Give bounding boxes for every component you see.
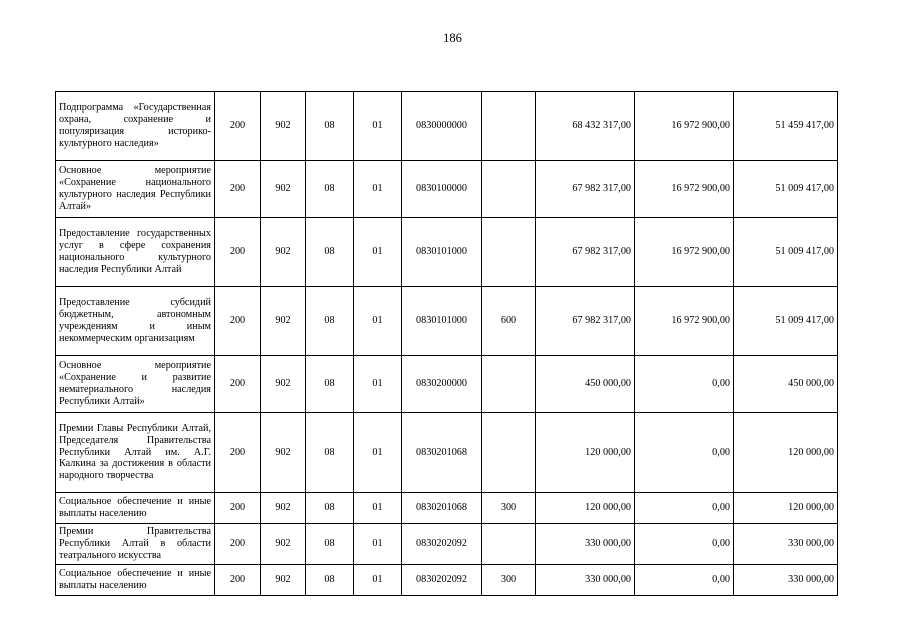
expense-type-code — [482, 413, 536, 493]
target-article-code: 0830202092 — [402, 524, 482, 565]
subsection-code: 01 — [354, 218, 402, 287]
target-article-code: 0830201068 — [402, 493, 482, 524]
total-amount: 67 982 317,00 — [536, 287, 635, 356]
amount-3: 330 000,00 — [734, 524, 838, 565]
total-amount: 330 000,00 — [536, 524, 635, 565]
total-amount: 120 000,00 — [536, 493, 635, 524]
grbs-code: 200 — [215, 92, 261, 161]
amount-3: 51 459 417,00 — [734, 92, 838, 161]
target-article-code: 0830101000 — [402, 218, 482, 287]
subsection-code: 01 — [354, 161, 402, 218]
section-code: 08 — [306, 218, 354, 287]
row-name: Социальное обеспечение и иные выплаты населению — [56, 565, 215, 596]
table-row — [56, 356, 838, 413]
total-amount: 68 432 317,00 — [536, 92, 635, 161]
amount-3: 51 009 417,00 — [734, 218, 838, 287]
row-name: Основное мероприятие «Сохранение национального культурного наследия Республики Алтай» — [56, 161, 215, 218]
ved-code: 902 — [261, 356, 306, 413]
amount-2: 0,00 — [635, 493, 734, 524]
grbs-code: 200 — [215, 356, 261, 413]
amount-2: 0,00 — [635, 356, 734, 413]
amount-3: 51 009 417,00 — [734, 161, 838, 218]
table-row — [56, 413, 838, 493]
target-article-code: 0830100000 — [402, 161, 482, 218]
amount-3: 330 000,00 — [734, 565, 838, 596]
table-row — [56, 92, 838, 161]
expense-type-code — [482, 218, 536, 287]
row-name: Социальное обеспечение и иные выплаты населению — [56, 493, 215, 524]
row-name: Премии Правительства Республики Алтай в области театрального искусства — [56, 524, 215, 565]
total-amount: 330 000,00 — [536, 565, 635, 596]
table-row — [56, 287, 838, 356]
subsection-code: 01 — [354, 493, 402, 524]
grbs-code: 200 — [215, 493, 261, 524]
expense-type-code — [482, 524, 536, 565]
total-amount: 120 000,00 — [536, 413, 635, 493]
total-amount: 67 982 317,00 — [536, 161, 635, 218]
subsection-code: 01 — [354, 287, 402, 356]
amount-2: 0,00 — [635, 413, 734, 493]
expense-type-code — [482, 161, 536, 218]
section-code: 08 — [306, 287, 354, 356]
table-row — [56, 218, 838, 287]
amount-3: 450 000,00 — [734, 356, 838, 413]
table-row — [56, 493, 838, 524]
grbs-code: 200 — [215, 218, 261, 287]
section-code: 08 — [306, 524, 354, 565]
amount-2: 16 972 900,00 — [635, 287, 734, 356]
ved-code: 902 — [261, 524, 306, 565]
expense-type-code — [482, 356, 536, 413]
section-code: 08 — [306, 161, 354, 218]
section-code: 08 — [306, 356, 354, 413]
target-article-code: 0830200000 — [402, 356, 482, 413]
row-name: Основное мероприятие «Сохранение и развитие нематериального наследия Республики Алтай» — [56, 356, 215, 413]
grbs-code: 200 — [215, 413, 261, 493]
expense-type-code: 300 — [482, 493, 536, 524]
row-name: Предоставление государственных услуг в сфере сохранения национального культурного наследия Республики Алтай — [56, 218, 215, 287]
expense-type-code: 600 — [482, 287, 536, 356]
ved-code: 902 — [261, 413, 306, 493]
amount-2: 16 972 900,00 — [635, 161, 734, 218]
section-code: 08 — [306, 493, 354, 524]
target-article-code: 0830000000 — [402, 92, 482, 161]
grbs-code: 200 — [215, 565, 261, 596]
amount-2: 16 972 900,00 — [635, 218, 734, 287]
grbs-code: 200 — [215, 524, 261, 565]
ved-code: 902 — [261, 218, 306, 287]
subsection-code: 01 — [354, 413, 402, 493]
table-row — [56, 524, 838, 565]
ved-code: 902 — [261, 161, 306, 218]
subsection-code: 01 — [354, 356, 402, 413]
row-name: Предоставление субсидий бюджетным, автономным учреждениям и иным некоммерческим организациям — [56, 287, 215, 356]
ved-code: 902 — [261, 287, 306, 356]
amount-2: 0,00 — [635, 524, 734, 565]
ved-code: 902 — [261, 92, 306, 161]
subsection-code: 01 — [354, 92, 402, 161]
target-article-code: 0830202092 — [402, 565, 482, 596]
subsection-code: 01 — [354, 565, 402, 596]
table-row — [56, 565, 838, 596]
ved-code: 902 — [261, 493, 306, 524]
grbs-code: 200 — [215, 287, 261, 356]
budget-table — [55, 91, 838, 596]
amount-3: 120 000,00 — [734, 413, 838, 493]
amount-3: 51 009 417,00 — [734, 287, 838, 356]
total-amount: 450 000,00 — [536, 356, 635, 413]
expense-type-code: 300 — [482, 565, 536, 596]
section-code: 08 — [306, 565, 354, 596]
expense-type-code — [482, 92, 536, 161]
ved-code: 902 — [261, 565, 306, 596]
total-amount: 67 982 317,00 — [536, 218, 635, 287]
target-article-code: 0830101000 — [402, 287, 482, 356]
page-number: 186 — [443, 31, 462, 45]
amount-2: 0,00 — [635, 565, 734, 596]
amount-3: 120 000,00 — [734, 493, 838, 524]
row-name: Премии Главы Республики Алтай, Председателя Правительства Республики Алтай им. А.Г. Калкина за достижения в области народного творчества — [56, 413, 215, 493]
target-article-code: 0830201068 — [402, 413, 482, 493]
amount-2: 16 972 900,00 — [635, 92, 734, 161]
subsection-code: 01 — [354, 524, 402, 565]
row-name: Подпрограмма «Государственная охрана, сохранение и популяризация историко-культурного наследия» — [56, 92, 215, 161]
table-row — [56, 161, 838, 218]
section-code: 08 — [306, 413, 354, 493]
grbs-code: 200 — [215, 161, 261, 218]
section-code: 08 — [306, 92, 354, 161]
